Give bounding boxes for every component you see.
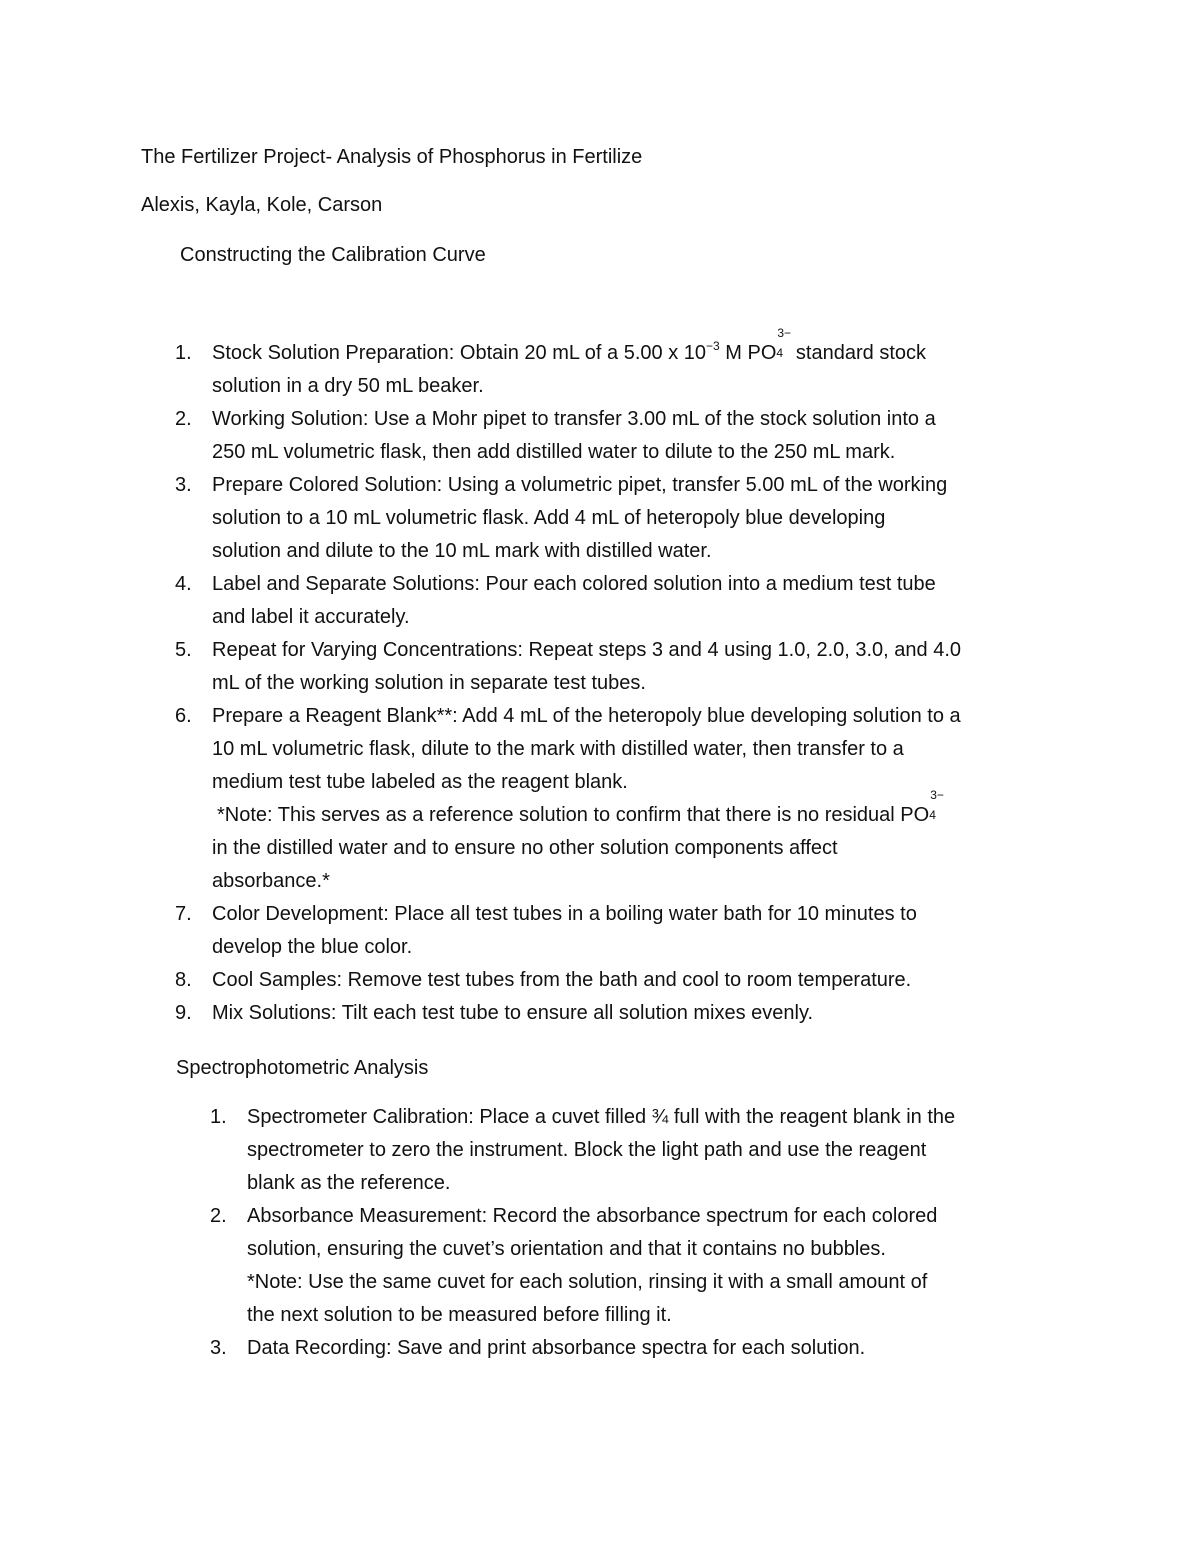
list-item-number: 7.	[175, 903, 192, 925]
list-item-number: 6.	[175, 705, 192, 727]
list-item-line: solution to a 10 mL volumetric flask. Add 4 mL of heteropoly blue developing	[212, 507, 886, 529]
list-item-number: 1.	[175, 342, 192, 364]
list-item	[175, 964, 961, 997]
document-authors: Alexis, Kayla, Kole, Carson	[141, 194, 383, 216]
list-item-number: 4.	[175, 573, 192, 595]
list-item-line: the next solution to be measured before filling it.	[247, 1304, 672, 1326]
list-item	[175, 700, 961, 898]
list-item-line: blank as the reference.	[247, 1172, 451, 1194]
list-item-line: solution in a dry 50 mL beaker.	[212, 375, 484, 397]
section-heading-spectrophotometric: Spectrophotometric Analysis	[176, 1057, 429, 1079]
list-item-line: Repeat for Varying Concentrations: Repeat steps 3 and 4 using 1.0, 2.0, 3.0, and 4.0	[212, 639, 962, 661]
list-item-number: 8.	[175, 969, 192, 991]
reagent-blank-note: *Note: This serves as a reference solution to confirm that there is no residual PO 3− 4	[217, 788, 944, 826]
section-heading-calibration: Constructing the Calibration Curve	[180, 244, 486, 266]
list-item	[210, 1332, 955, 1365]
list-item-line: and label it accurately.	[212, 606, 410, 628]
list-item-line: Absorbance Measurement: Record the absorbance spectrum for each colored	[247, 1205, 938, 1227]
list-item-line: 10 mL volumetric flask, dilute to the mark with distilled water, then transfer to a	[212, 738, 904, 760]
spectrophotometric-steps-list	[210, 1101, 956, 1365]
list-item-line: mL of the working solution in separate test tubes.	[212, 672, 646, 694]
list-item-number: 2.	[175, 408, 192, 430]
calibration-steps-list	[175, 326, 962, 1030]
list-item-number: 3.	[175, 474, 192, 496]
list-item	[210, 1101, 956, 1200]
list-item-line: in the distilled water and to ensure no other solution components affect	[212, 837, 838, 859]
list-item-line: medium test tube labeled as the reagent blank.	[212, 771, 628, 793]
list-item	[175, 403, 961, 469]
list-item-line: absorbance.*	[212, 870, 330, 892]
list-item-number: 3.	[210, 1337, 227, 1359]
list-item-line: Color Development: Place all test tubes in a boiling water bath for 10 minutes to	[212, 903, 917, 925]
list-item-number: 5.	[175, 639, 192, 661]
list-item-line: Cool Samples: Remove test tubes from the bath and cool to room temperature.	[212, 969, 912, 991]
list-item-line: Mix Solutions: Tilt each test tube to ensure all solution mixes evenly.	[212, 1002, 814, 1024]
document-title: The Fertilizer Project- Analysis of Phosphorus in Fertilize	[141, 146, 643, 168]
list-item-line: Working Solution: Use a Mohr pipet to transfer 3.00 mL of the stock solution into a	[212, 408, 936, 430]
list-item-line: 250 mL volumetric flask, then add distilled water to dilute to the 250 mL mark.	[212, 441, 896, 463]
list-item	[175, 326, 961, 403]
list-item	[175, 568, 961, 634]
list-item-line: Stock Solution Preparation: Obtain 20 mL of a 5.00 x $10^{-3}$ M PO 3− 4 standard stock	[212, 326, 926, 364]
list-item-line: develop the blue color.	[212, 936, 413, 958]
list-item-line: Label and Separate Solutions: Pour each colored solution into a medium test tube	[212, 573, 936, 595]
list-item-line: spectrometer to zero the instrument. Block the light path and use the reagent	[247, 1139, 927, 1161]
exponent: −3	[706, 339, 720, 353]
phosphate-formula-subsup: 3− 4	[929, 788, 944, 822]
list-item-number: 9.	[175, 1002, 192, 1024]
list-item	[175, 469, 961, 568]
list-item	[175, 997, 961, 1030]
phosphate-formula-subsup: 3− 4	[776, 326, 792, 360]
list-item	[175, 634, 962, 700]
list-item-line: solution and dilute to the 10 mL mark with distilled water.	[212, 540, 712, 562]
list-item	[175, 898, 961, 964]
list-item-number: 2.	[210, 1205, 227, 1227]
list-item-line: solution, ensuring the cuvet’s orientation and that it contains no bubbles.	[247, 1238, 886, 1260]
list-item-line: *Note: Use the same cuvet for each solution, rinsing it with a small amount of	[247, 1271, 928, 1293]
list-item-line: Data Recording: Save and print absorbance spectra for each solution.	[247, 1337, 866, 1359]
list-item-number: 1.	[210, 1106, 227, 1128]
list-item-line: Prepare Colored Solution: Using a volumetric pipet, transfer 5.00 mL of the working	[212, 474, 948, 496]
list-item	[210, 1200, 955, 1332]
list-item-line: Prepare a Reagent Blank**: Add 4 mL of the heteropoly blue developing solution to a	[212, 705, 961, 727]
list-item-line: Spectrometer Calibration: Place a cuvet filled ¾ full with the reagent blank in the	[247, 1106, 956, 1128]
